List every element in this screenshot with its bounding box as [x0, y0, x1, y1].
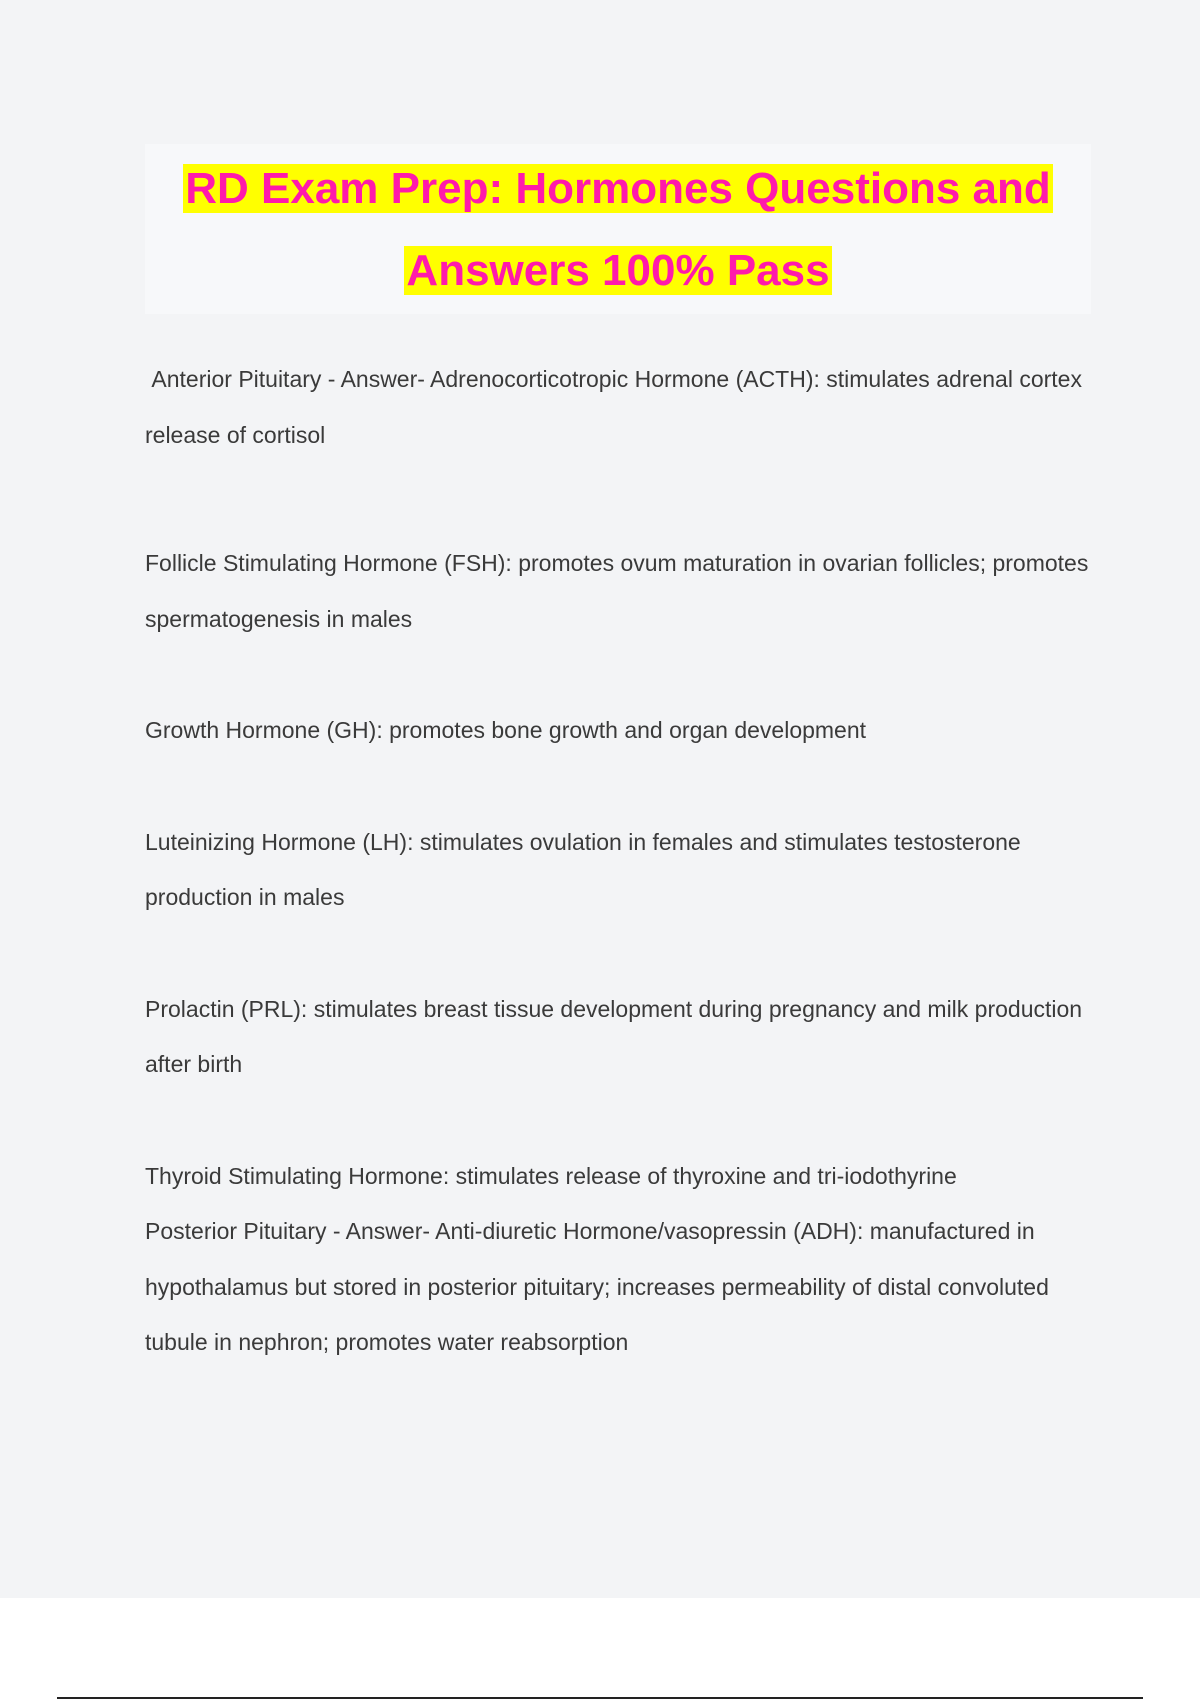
title-line-1: RD Exam Prep: Hormones Questions and	[185, 164, 1051, 213]
paragraph-posterior-pituitary: Posterior Pituitary - Answer- Anti-diuretic Hormone/vasopressin (ADH): manufactured in hypothalamus but stored in posterior pituitary; increases permeability of distal convoluted tubule in nephron; promotes water reabsorption	[145, 1218, 1049, 1355]
title-line-2: Answers 100% Pass	[406, 246, 830, 295]
paragraph-anterior-pituitary: Anterior Pituitary - Answer- Adrenocorticotropic Hormone (ACTH): stimulates adrenal cortex release of cortisol	[145, 366, 1089, 448]
paragraph-gh: Growth Hormone (GH): promotes bone growth and organ development	[145, 717, 867, 743]
footer-divider	[57, 1697, 1143, 1699]
paragraph-fsh: Follicle Stimulating Hormone (FSH): promotes ovum maturation in ovarian follicles; promotes spermatogenesis in males	[145, 550, 1089, 632]
document-title	[145, 144, 1091, 314]
paragraph-prolactin: Prolactin (PRL): stimulates breast tissue development during pregnancy and milk production after birth	[145, 995, 1083, 1077]
paragraph-tsh: Thyroid Stimulating Hormone: stimulates release of thyroxine and tri-iodothyrine	[145, 1162, 957, 1189]
document-body	[145, 352, 1095, 1371]
paragraph-lh: Luteinizing Hormone (LH): stimulates ovulation in females and stimulates testosterone production in males	[145, 828, 1021, 910]
